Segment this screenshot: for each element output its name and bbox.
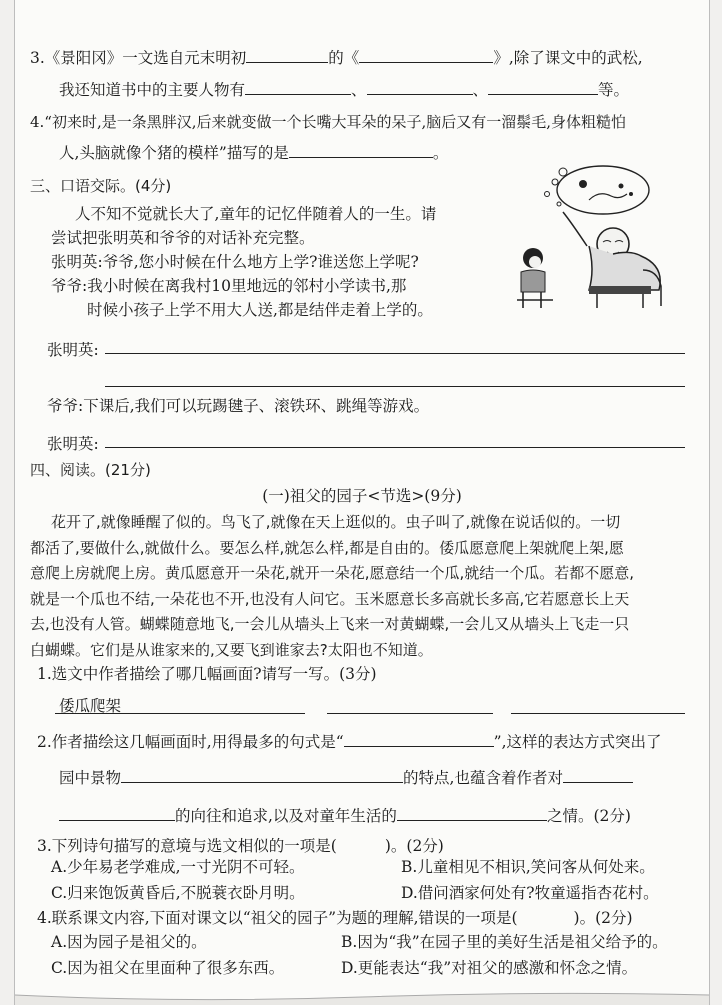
q3-blank-char3[interactable] [488,80,598,95]
q2-blank-feature[interactable] [121,768,403,783]
q2-text-d: 的特点,也蕴含着作者对 [403,769,563,787]
q2-text-e: 的向往和追求,以及对童年生活的 [175,807,397,825]
q3-text-d: 我还知道书中的主要人物有 [59,81,246,99]
q4-line2 [59,143,448,163]
q3-text-b: 的《 [328,49,360,67]
q3-blank-author[interactable] [246,48,328,63]
q2-text-f: 之情。(2分) [546,807,631,825]
speaker-zhang-2: 张明英: [47,435,99,453]
q4-option-a[interactable]: A.因为园子是祖父的。 [51,933,207,951]
q3-line2 [59,80,629,100]
q4-text: 人,头脑就像个猪的模样”描写的是 [59,144,289,162]
section3-intro-1: 人不知不觉就长大了,童年的记忆伴随着人的一生。请 [75,205,437,223]
q3-text-c: 》,除了课文中的武松, [493,49,643,67]
speaker-zhang-1: 张明英: [47,341,99,359]
q2-blank-emotion[interactable] [397,806,547,821]
q3-option-a[interactable]: A.少年易老学难成,一寸光阴不可轻。 [51,858,305,876]
q1-line-1[interactable] [55,713,305,714]
question-2-line2 [59,768,633,788]
passage-title: (一)祖父的园子<节选>(9分) [262,487,462,505]
q1-example: 倭瓜爬架 [59,697,122,715]
q3-sep2: 、 [472,81,489,99]
q2-text-b: ”,这样的表达方式突出了 [493,733,662,751]
section3-intro-2: 尝试把张明英和爷爷的对话补充完整。 [51,229,315,247]
dialogue-grandpa-1a: 爷爷:我小时候在离我村10里地远的邻村小学读书,那 [51,277,407,295]
torn-page-edge [15,991,709,1005]
q3-line1 [30,48,643,68]
dialogue-grandpa-2: 爷爷:下课后,我们可以玩踢毽子、滚铁环、跳绳等游戏。 [47,397,430,415]
answer-line-3[interactable] [105,447,685,448]
q3-option-d[interactable]: D.借问酒家何处有?牧童遥指杏花村。 [401,884,659,902]
question-3 [37,836,444,856]
q2-blank-yearning[interactable] [59,806,175,821]
passage-line-4: 就是一个瓜也不结,一朵花也不开,也没有人问它。玉米愿意长多高就长多高,它若愿意长上天 [30,590,630,608]
answer-line-1[interactable] [105,353,685,354]
question-4 [37,908,633,928]
dialogue-grandpa-1b: 时候小孩子上学不用大人送,都是结伴走着上学的。 [87,301,433,319]
q4-option-b[interactable]: B.因为“我”在园子里的美好生活是祖父给予的。 [341,933,668,951]
q2-blank-sentence[interactable] [344,732,494,747]
q3-text-a: 3.《景阳冈》一文选自元末明初 [30,49,247,67]
grandpa-child-illustration [493,160,693,312]
q4-end: 。 [432,144,449,162]
q2-text-c: 园中景物 [59,769,122,787]
answer-line-2[interactable] [105,386,685,387]
q4-option-d[interactable]: D.更能表达“我”对祖父的感激和怀念之情。 [341,959,638,977]
q3-option-c[interactable]: C.归来饱饭黄昏后,不脱蓑衣卧月明。 [51,884,305,902]
passage-line-3: 意爬上房就爬上房。黄瓜愿意开一朵花,就开一朵花,愿意结一个瓜,就结一个瓜。若都不愿意, [30,564,635,582]
q3-sep1: 、 [351,81,367,99]
q1-line-3[interactable] [511,713,685,714]
q4-option-c[interactable]: C.因为祖父在里面种了很多东西。 [51,959,285,977]
q3-text-e: 等。 [598,81,630,99]
passage-line-5: 去,也没有人管。蝴蝶随意地飞,一会儿从墙头上飞来一对黄蝴蝶,一会儿又从墙头上飞走一只 [30,615,630,633]
q4-line1: 4.“初来时,是一条黑胖汉,后来就变做一个长嘴大耳朵的呆子,脑后又有一溜鬃毛,身体粗糙怕 [30,113,627,131]
q3-option-b[interactable]: B.儿童相见不相识,笑问客从何处来。 [401,858,655,876]
q4r-stem-end: )。(2分) [573,909,633,927]
q3-blank-book[interactable] [359,48,493,63]
question-2-line3 [59,806,631,826]
q2-blank-object[interactable] [563,768,633,783]
q3-stem-end: )。(2分) [384,837,444,855]
worksheet-page [14,0,710,1005]
section3-title: 三、口语交际。(4分) [30,177,172,195]
section4-title: 四、阅读。(21分) [30,461,151,479]
q3-blank-char2[interactable] [367,80,473,95]
q2-text-a: 2.作者描绘这几幅画面时,用得最多的句式是“ [37,733,344,751]
question-2-line1 [37,732,662,752]
q4r-stem: 4.联系课文内容,下面对课文以“祖父的园子”为题的理解,错误的一项是( [37,909,518,927]
q4-blank[interactable] [289,143,433,158]
passage-line-2: 都活了,要做什么,就做什么。要怎么样,就怎么样,都是自由的。倭瓜愿意爬上架就爬上架,愿 [30,539,624,557]
q1-line-2[interactable] [327,713,493,714]
dialogue-zhang-1: 张明英:爷爷,您小时候在什么地方上学?谁送您上学呢? [51,253,419,271]
q3-stem: 3.下列诗句描写的意境与选文相似的一项是( [37,837,337,855]
passage-line-6: 白蝴蝶。它们是从谁家来的,又要飞到谁家去?太阳也不知道。 [30,641,433,659]
q3-blank-char1[interactable] [245,80,351,95]
passage-line-1: 花开了,就像睡醒了似的。鸟飞了,就像在天上逛似的。虫子叫了,就像在说话似的。一切 [51,513,621,531]
question-1: 1.选文中作者描绘了哪几幅画面?请写一写。(3分) [37,665,377,683]
